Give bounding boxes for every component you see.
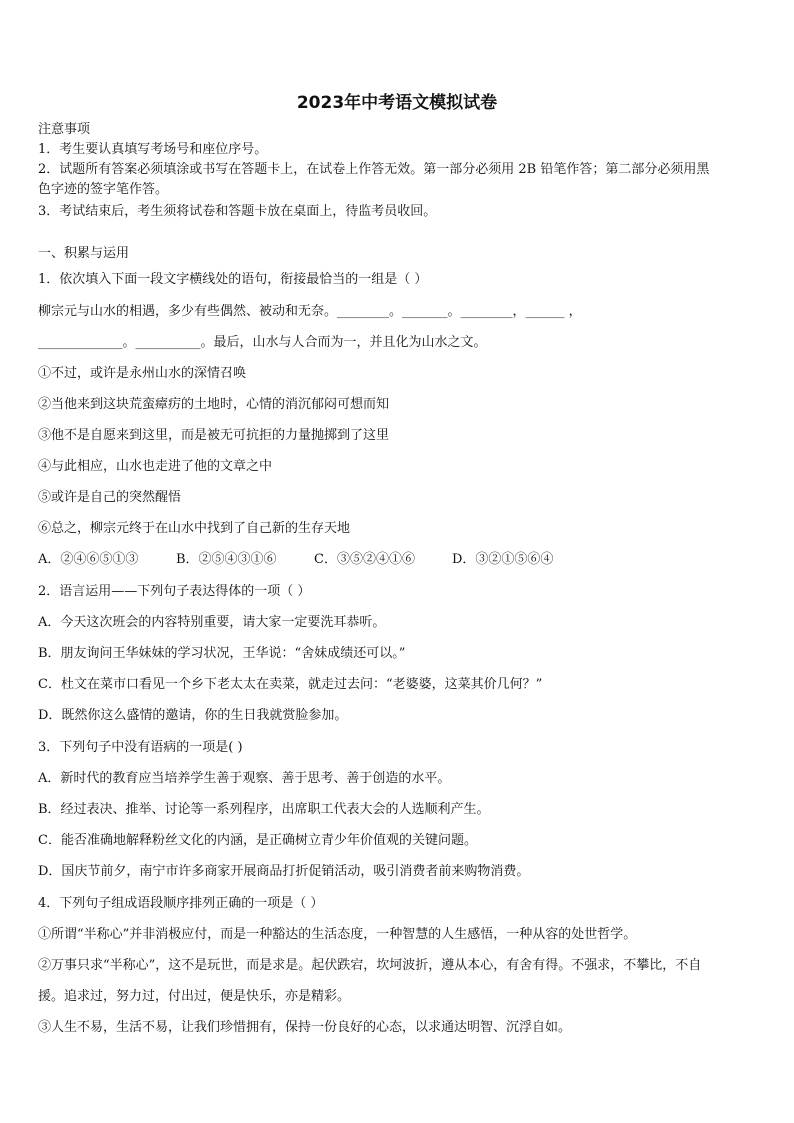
notice-item: 3．考试结束后，考生须将试卷和答题卡放在桌面上，待监考员收回。 [38, 204, 437, 219]
question-2-option[interactable]: A．今天这次班会的内容特别重要，请大家一定要洗耳恭听。 [38, 615, 386, 630]
question-3-option[interactable]: D．国庆节前夕，南宁市许多商家开展商品打折促销活动，吸引消费者前来购物消费。 [38, 864, 530, 879]
page-title: 2023年中考语文模拟试卷 [296, 93, 498, 113]
notice-item: 色字迹的签字笔作答。 [38, 182, 169, 197]
question-3-option[interactable]: B．经过表决、推举、讨论等一系列程序，出席职工代表大会的人选顺利产生。 [38, 802, 490, 817]
question-2-option[interactable]: B．朋友询问王华妹妹的学习状况，王华说：“舍妹成绩还可以。” [38, 646, 406, 661]
choice-c[interactable]: C．③⑤②④①⑥ [314, 552, 415, 567]
question-3-stem: 3．下列句子中没有语病的一项是( ) [38, 740, 243, 755]
notice-heading: 注意事项 [38, 122, 91, 137]
question-4-line: ③人生不易，生活不易，让我们珍惜拥有，保持一份良好的心态，以求通达明智、沉浮自如。 [38, 1020, 572, 1035]
question-4-stem: 4．下列句子组成语段顺序排列正确的一项是（ ） [38, 896, 324, 911]
question-1-text: _____________。__________。最后，山水与人合而为一，并且化为山水之文。 [38, 335, 487, 350]
choice-a[interactable]: A．②④⑥⑤①③ [38, 552, 139, 567]
notice-item: 2．试题所有答案必须填涂或书写在答题卡上，在试卷上作答无效。第一部分必须用 2B 铅笔作答；第二部分必须用黑 [38, 162, 710, 177]
question-1-text: 柳宗元与山水的相遇，多少有些偶然、被动和无奈。________。_______。________，______ ， [38, 304, 582, 319]
choice-b[interactable]: B．②⑤④③①⑥ [176, 552, 277, 567]
question-1-item: ①不过，或许是永州山水的深情召唤 [38, 366, 247, 381]
question-2-option[interactable]: D．既然你这么盛情的邀请，你的生日我就赏脸参加。 [38, 708, 348, 723]
question-3-option[interactable]: A．新时代的教育应当培养学生善于观察、善于思考、善于创造的水平。 [38, 771, 451, 786]
question-4-line: ①所谓“半称心”并非消极应付，而是一种豁达的生活态度，一种智慧的人生感悟，一种从容的处世哲学。 [38, 927, 637, 942]
question-1-item: ⑤或许是自己的突然醒悟 [38, 490, 182, 505]
question-1-item: ④与此相应，山水也走进了他的文章之中 [38, 459, 273, 474]
notice-item: 1．考生要认真填写考场号和座位序号。 [38, 142, 268, 157]
section-heading: 一、积累与运用 [38, 246, 130, 261]
question-1-choices [38, 551, 553, 569]
question-1-item: ②当他来到这块荒蛮瘴疠的土地时，心情的消沉郁闷可想而知 [38, 397, 390, 412]
question-3-option[interactable]: C．能否准确地解释粉丝文化的内涵，是正确树立青少年价值观的关键问题。 [38, 833, 477, 848]
question-1-item: ③他不是自愿来到这里，而是被无可抗拒的力量抛掷到了这里 [38, 428, 390, 443]
question-1-item: ⑥总之，柳宗元终于在山水中找到了自己新的生存天地 [38, 521, 351, 536]
choice-d[interactable]: D．③②①⑤⑥④ [452, 552, 554, 567]
question-2-stem: 2．语言运用——下列句子表达得体的一项（ ） [38, 584, 311, 599]
question-4-line: ②万事只求“半称心”，这不是玩世，而是求是。起伏跌宕，坎坷波折，遵从本心，有舍有得。不强求，不攀比，不自 [38, 958, 702, 973]
question-4-line: 援。追求过，努力过，付出过，便是快乐，亦是精彩。 [38, 989, 351, 1004]
question-2-option[interactable]: C．杜文在菜市口看见一个乡下老太太在卖菜，就走过去问：“老婆婆，这菜其价几何？” [38, 677, 543, 692]
question-1-stem: 1．依次填入下面一段文字横线处的语句，衔接最恰当的一组是（ ） [38, 272, 428, 287]
